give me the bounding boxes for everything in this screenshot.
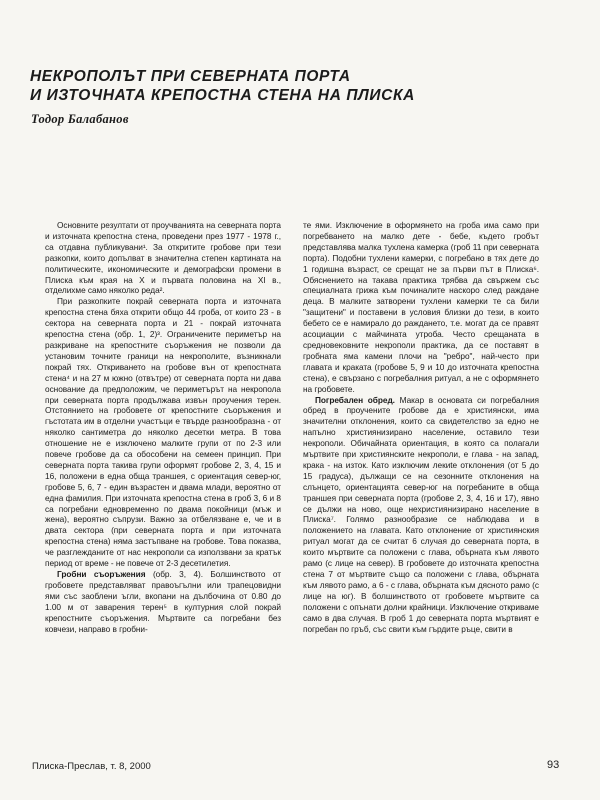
title-line-1: НЕКРОПОЛЪТ ПРИ СЕВЕРНАТА ПОРТА <box>30 68 351 85</box>
section-heading-burial-rite: Погребален обред. <box>315 394 395 405</box>
paragraph-intro: Основните резултати от проучванията на северната порта и източната крепостна стена, проведени през 1977 - 1978 г., са отдавна публикувани¹. За откритите гробове при тези разкопки, които допълват в значителна степен картината на политическите, икономическите и демографски промени в Плиска към края на X и първата половина на XI в., отделихме само няколко реда². <box>45 220 281 296</box>
article-title <box>30 67 570 105</box>
title-line-2: И ИЗТОЧНАТА КРЕПОСТНА СТЕНА НА ПЛИСКА <box>30 87 415 104</box>
paragraph-burial-rite <box>303 395 539 635</box>
left-column <box>45 220 281 760</box>
paragraph-grave-pits: те ями. Изключение в оформянето на гроба има само при погребването на малко дете - бебе, където гробът представлява малка тухлена камерка (гроб 11 при северната порта). Подобни тухлени камерки, с погребано в тях дете до 1 годишна възраст, се срещат не за първи път в Плиска⁶. Обяснението на такава практика трябва да свържем със специалната грижа към починалите наскоро след раждане деца. В малките затворени тухлени камерки те са били "защитени" и поставени в условия близки до тези, в които бебето се е намирало до раждането, т.е. могат да се правят асоциации с майчината утроба. Често срещаната в средновековните некрополи практика, да се поставят в гробната яма камени плочи на "ребро", най-често при главата и краката (гробове 5, 9 и 10 до източната крепостна стена), е свързано с погребалния ритуал, а не с оформянето на гробовете. <box>303 220 539 394</box>
paragraph-grave-structures-text: (обр. 3, 4). Болшинството от гробовете представляват правоъгълни или трапецовидни ями със заоблени ъгли, вкопани на дълбочина от 0.80 до 1.00 м от заварения терен⁵ в културния слой покрай крепостните съоръжения. Мъртвите са погребани без ковчези, направо в гробни- <box>45 569 281 634</box>
right-column <box>303 220 539 760</box>
paragraph-burial-rite-text: Макар в основата си погребалния обред в проучените гробове да е християнски, има значителни отклонения, които са свидетелство за едно не напълно християнизирано население, оставило тези некрополи. Обичайната ориентация, в която са полагали мъртвите при християнските некрополи, е глава - на запад, крака - на изток. Като изключим лекиte отклонения (от 5 до 15 градуса), дължащи се на сезонните отклонения на слънцето, ориентацията север-юг на погребаните в обща траншея при северната порта (гробове 2, 3, 4, 16 и 17), явно се дължи на ново, още нехристиянизирано население в Плиска⁷. Голямо разнообразие се наблюдава и в положението на главата. Като отклонение от християнския ритуал могат да се считат 6 случая до северната порта, в които мъртвите са положени с глава, обърната към лявото рамо (с лице на север). В гробовете до източната крепостна стена 7 от мъртвите също са положени с глава, обърната към лявото рамо, а 6 - с глава, обърната към дясното рамо (с лице на юг). В болшинството от гробовете мъртвите са положени с опънати долни крайници. Изключение откриваме само в два случая. В гроб 1 до северната порта мъртвият е погребан по гръб, със свити към гърдите ръце, свити в <box>303 394 539 634</box>
paragraph-excavations: При разкопките покрай северната порта и източната крепостна стена бяха открити общо 44 гроба, от които 23 - в сектора на северната порта и 21 - покрай източната крепостна стена (обр. 1, 2)³. Ограничените периметър на разкриване на крепостните съоръжения не позволи да установим точните граници на некрополите, възникнали покрай тях. Откриването на гробове вън от крепостната стена⁴ и на 27 м южно (отвътре) от северната порта ни дава основание да предположим, че периметърът на некропола при северната порта продължава извън проучения терен. Отстоянието на гробовете от крепостните съоръжения и гъстотата им в отделни участъци е твърде разнообразна - от няколко сантиметра до няколко десетки метра. В това отношение не е изключено малките групи от по 2-3 или повече гробове да са обособени на семеен принцип. При северната порта такива групи оформят гробове 2, 3, 4, 15 и 16, положени в една обща траншея, с ориентация север-юг, гробове 5, 6, 7 - един възрастен и двама млади, вероятно от една фамилия. При източната крепостна стена в гроб 3, 6 и 8 са погребани едновременно по двама покойници (мъж и жена), вероятно съпрузи. Важно за отбелязване е, че и в двата сектора (при северната порта и при източната крепостна стена) няма застъпване на гробове. Това показва, че разглежданите от нас некрополи са използвани за кратък период от време - не повече от 2-3 десетилетия. <box>45 296 281 569</box>
section-heading-grave-structures: Гробни съоръжения <box>57 569 146 579</box>
journal-citation: Плиска-Преслав, т. 8, 2000 <box>32 761 151 772</box>
paragraph-grave-structures <box>45 569 281 634</box>
author-name: Тодор Балабанов <box>31 112 129 126</box>
page-number: 93 <box>547 759 560 771</box>
